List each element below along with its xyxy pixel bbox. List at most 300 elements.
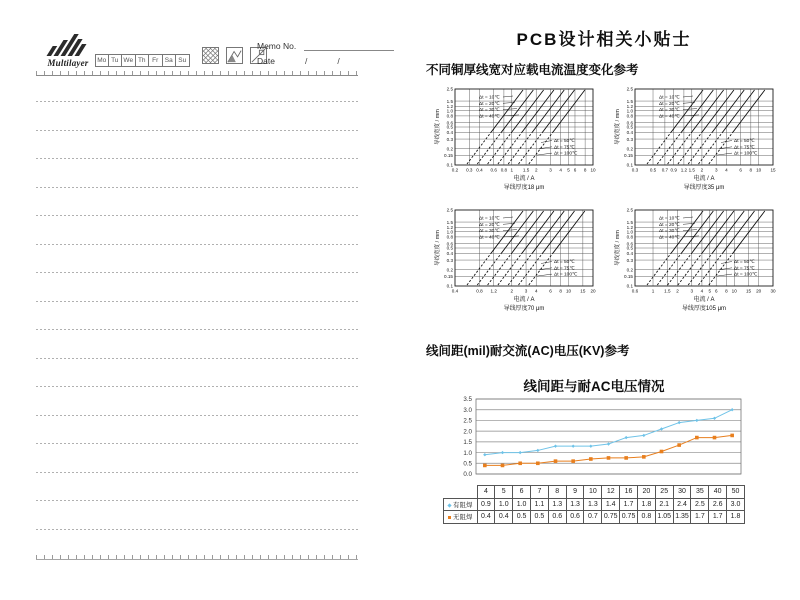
legend-leader bbox=[503, 217, 513, 218]
marker-diamond bbox=[554, 444, 557, 447]
value-cell: 0.6 bbox=[566, 511, 584, 524]
x-tick-label: 4 bbox=[534, 288, 538, 294]
col-header-cell: 8 bbox=[548, 486, 566, 499]
date-label: Date bbox=[257, 56, 275, 66]
col-header-cell: 4 bbox=[477, 486, 495, 499]
y-tick-label: 0.2 bbox=[446, 146, 453, 152]
marker-diamond bbox=[483, 453, 486, 456]
y-tick-label: 1.5 bbox=[626, 98, 633, 104]
day-box-sa: Sa bbox=[163, 54, 177, 67]
y-tick-label: 1.5 bbox=[463, 439, 472, 447]
x-tick-label: 5 bbox=[567, 167, 570, 173]
voltage-chart-title: 线间距与耐AC电压情况 bbox=[523, 379, 665, 394]
y-axis-label: 导线宽度 / mm bbox=[615, 230, 621, 266]
marker-square bbox=[571, 459, 575, 463]
x-tick-label: 1.2 bbox=[490, 288, 497, 294]
y-tick-label: 0.1 bbox=[446, 162, 453, 168]
ruled-line bbox=[36, 301, 358, 302]
y-tick-label: 0.4 bbox=[446, 250, 453, 256]
temp-curve bbox=[542, 211, 574, 254]
y-tick-label: 1.2 bbox=[626, 104, 633, 110]
legend-upper-label: Δt = 40℃ bbox=[659, 114, 680, 120]
header-ruler-line bbox=[36, 71, 358, 76]
y-tick-label: 0.2 bbox=[626, 146, 633, 152]
ruled-line bbox=[36, 443, 358, 444]
temp-curve bbox=[701, 90, 733, 133]
legend-leader bbox=[683, 217, 693, 218]
value-cell: 0.7 bbox=[584, 511, 602, 524]
legend-label: 有阻焊 bbox=[453, 501, 473, 509]
value-cell: 2.5 bbox=[691, 498, 709, 511]
y-tick-label: 0.5 bbox=[446, 245, 453, 251]
value-cell: 2.6 bbox=[709, 498, 727, 511]
value-cell: 1.7 bbox=[620, 498, 638, 511]
y-tick-label: 1.2 bbox=[446, 225, 453, 231]
y-tick-label: 2.5 bbox=[626, 207, 633, 213]
x-tick-label: 10 bbox=[756, 167, 762, 173]
y-tick-label: 1.0 bbox=[446, 108, 453, 114]
marker-diamond bbox=[571, 444, 574, 447]
x-tick-label: 4 bbox=[559, 167, 562, 173]
y-tick-label: 0.3 bbox=[626, 257, 633, 263]
legend-upper-label: Δt = 10℃ bbox=[659, 95, 680, 101]
y-tick-label: 0.15 bbox=[624, 153, 633, 159]
y-tick-label: 2.5 bbox=[463, 417, 472, 425]
temp-curve bbox=[722, 211, 754, 254]
legend-leader bbox=[717, 274, 732, 276]
x-tick-label: 0.6 bbox=[490, 167, 497, 173]
temp-curve bbox=[511, 90, 543, 133]
y-tick-label: 1.2 bbox=[626, 225, 633, 231]
brand-logo bbox=[38, 28, 98, 72]
legend-leader bbox=[683, 109, 697, 110]
day-box-th: Th bbox=[136, 54, 150, 67]
ac-voltage-section-title: 线间距(mil)耐交流(AC)电压(KV)参考 bbox=[426, 344, 630, 358]
legend-cell bbox=[444, 511, 478, 524]
voltage-data-table bbox=[443, 485, 745, 524]
legend-leader bbox=[537, 274, 552, 276]
value-cell: 0.5 bbox=[513, 511, 531, 524]
y-tick-label: 2.5 bbox=[446, 207, 453, 213]
y-tick-label: 1.5 bbox=[626, 219, 633, 225]
checker-grid-icon bbox=[202, 47, 219, 64]
plot-border bbox=[476, 399, 741, 474]
brand-name: Multilayer bbox=[47, 58, 89, 68]
memo-fields bbox=[257, 36, 394, 66]
col-header-cell: 9 bbox=[566, 486, 584, 499]
x-tick-label: 1 bbox=[510, 167, 514, 173]
col-header-cell: 25 bbox=[655, 486, 673, 499]
value-cell: 1.8 bbox=[727, 511, 745, 524]
x-tick-label: 15 bbox=[770, 167, 776, 173]
series-line-有阻焊 bbox=[485, 410, 732, 455]
y-tick-label: 0.6 bbox=[626, 120, 633, 126]
memo-no-label: Memo No. bbox=[257, 41, 297, 51]
x-tick-label: 1 bbox=[651, 288, 655, 294]
temp-curve bbox=[691, 211, 723, 254]
ruled-line bbox=[36, 187, 358, 188]
x-tick-label: 0.3 bbox=[631, 167, 639, 173]
legend-upper-label: Δt = 30℃ bbox=[479, 108, 500, 114]
y-tick-label: 2.5 bbox=[626, 86, 633, 92]
temp-curve bbox=[691, 90, 723, 133]
marker-square bbox=[713, 436, 717, 440]
x-axis-label: 电流 / A bbox=[693, 176, 715, 182]
marker-diamond bbox=[536, 449, 539, 452]
marker-diamond bbox=[642, 434, 645, 437]
y-axis-label: 导线宽度 / mm bbox=[615, 109, 621, 145]
marker-diamond bbox=[677, 421, 680, 424]
legend-upper-label: Δt = 20℃ bbox=[659, 222, 680, 228]
value-cell: 3.0 bbox=[727, 498, 745, 511]
temp-curve bbox=[712, 211, 744, 254]
x-tick-label: 6 bbox=[549, 288, 552, 294]
chart-spacing-voltage bbox=[440, 393, 748, 483]
x-tick-label: 5 bbox=[708, 288, 712, 294]
marker-square bbox=[554, 459, 558, 463]
y-tick-label: 0.6 bbox=[446, 241, 453, 247]
marker-diamond bbox=[501, 451, 504, 454]
y-tick-label: 0.8 bbox=[446, 113, 453, 119]
ruled-line bbox=[36, 329, 358, 330]
x-tick-label: 0.4 bbox=[451, 288, 459, 294]
value-cell: 0.9 bbox=[477, 498, 495, 511]
ruled-line bbox=[36, 101, 358, 102]
value-cell: 1.8 bbox=[637, 498, 655, 511]
legend-upper-label: Δt = 20℃ bbox=[479, 222, 500, 228]
x-tick-label: 3 bbox=[690, 288, 694, 294]
table-corner-cell bbox=[444, 486, 478, 499]
day-box-mo: Mo bbox=[95, 54, 109, 67]
x-tick-label: 0.8 bbox=[500, 167, 508, 173]
col-header-cell: 50 bbox=[727, 486, 745, 499]
table-header-row bbox=[444, 486, 745, 499]
ruled-line bbox=[36, 472, 358, 473]
y-tick-label: 0.15 bbox=[624, 274, 633, 280]
value-cell: 2.1 bbox=[655, 498, 673, 511]
y-tick-label: 1.5 bbox=[446, 98, 453, 104]
mountain-flag-icon bbox=[226, 47, 243, 64]
value-cell: 0.75 bbox=[620, 511, 638, 524]
x-tick-label: 2 bbox=[700, 167, 704, 173]
col-header-cell: 6 bbox=[513, 486, 531, 499]
value-cell: 1.3 bbox=[584, 498, 602, 511]
ruled-line bbox=[36, 244, 358, 245]
legend-label: 无阻焊 bbox=[453, 514, 473, 522]
y-tick-label: 0.6 bbox=[626, 241, 633, 247]
temp-curve bbox=[532, 211, 564, 254]
ruled-line bbox=[36, 386, 358, 387]
marker-square bbox=[607, 456, 611, 460]
day-box-su: Su bbox=[176, 54, 190, 67]
memo-header bbox=[36, 28, 358, 74]
value-cell: 0.6 bbox=[548, 511, 566, 524]
x-tick-label: 0.4 bbox=[476, 167, 483, 173]
legend-lower-label: Δt = 75℃ bbox=[734, 145, 755, 151]
marker-square bbox=[536, 461, 540, 465]
marker-square bbox=[624, 456, 628, 460]
marker-square bbox=[695, 436, 699, 440]
value-cell: 1.3 bbox=[548, 498, 566, 511]
marker-square bbox=[589, 457, 593, 461]
y-tick-label: 0.8 bbox=[626, 234, 633, 240]
x-tick-label: 2 bbox=[676, 288, 679, 294]
value-cell: 1.1 bbox=[530, 498, 548, 511]
value-cell: 1.7 bbox=[691, 511, 709, 524]
x-tick-label: 10 bbox=[731, 288, 737, 294]
value-cell: 0.75 bbox=[602, 511, 620, 524]
legend-upper-label: Δt = 40℃ bbox=[479, 114, 500, 120]
y-tick-label: 0.3 bbox=[446, 257, 453, 263]
legend-marker-icon bbox=[448, 516, 451, 519]
legend-upper-label: Δt = 10℃ bbox=[479, 216, 500, 222]
temp-curve bbox=[511, 211, 543, 254]
x-tick-label: 0.2 bbox=[451, 167, 459, 173]
value-cell: 1.05 bbox=[655, 511, 673, 524]
y-tick-label: 0.0 bbox=[463, 471, 472, 479]
marker-diamond bbox=[589, 444, 592, 447]
ruled-line bbox=[36, 500, 358, 501]
temp-curve bbox=[681, 90, 713, 133]
col-header-cell: 10 bbox=[584, 486, 602, 499]
y-tick-label: 2.0 bbox=[463, 428, 472, 436]
memo-no-row bbox=[257, 36, 394, 51]
marker-diamond bbox=[713, 417, 716, 420]
x-tick-label: 6 bbox=[739, 167, 742, 173]
x-tick-label: 4 bbox=[725, 167, 728, 173]
x-tick-label: 8 bbox=[749, 167, 753, 173]
temp-curve bbox=[681, 211, 713, 254]
x-tick-label: 2 bbox=[510, 288, 514, 294]
legend-lower-label: Δt = 50℃ bbox=[734, 260, 755, 265]
y-tick-label: 0.8 bbox=[446, 234, 453, 240]
chart-caption: 导线厚度105 μm bbox=[681, 306, 727, 312]
value-cell: 1.0 bbox=[495, 498, 513, 511]
date-slash-2: / bbox=[337, 56, 340, 66]
y-tick-label: 0.5 bbox=[463, 460, 472, 468]
y-axis-label: 导线宽度 / mm bbox=[435, 109, 441, 145]
chart-caption: 导线厚度18 μm bbox=[503, 185, 545, 191]
y-tick-label: 0.5 bbox=[446, 124, 453, 130]
y-tick-label: 0.4 bbox=[446, 129, 453, 135]
y-tick-label: 0.3 bbox=[446, 136, 453, 142]
legend-leader bbox=[503, 109, 517, 110]
legend-cell bbox=[444, 498, 478, 511]
x-tick-label: 0.6 bbox=[631, 288, 639, 294]
value-cell: 0.4 bbox=[495, 511, 513, 524]
col-header-cell: 30 bbox=[673, 486, 691, 499]
col-header-cell: 20 bbox=[637, 486, 655, 499]
x-tick-label: 15 bbox=[745, 288, 752, 294]
value-cell: 1.7 bbox=[709, 511, 727, 524]
marker-square bbox=[501, 464, 505, 468]
marker-diamond bbox=[518, 451, 521, 454]
temp-curve bbox=[732, 90, 764, 133]
y-tick-label: 3.0 bbox=[463, 406, 472, 414]
y-tick-label: 1.0 bbox=[626, 108, 633, 114]
legend-leader bbox=[503, 230, 517, 231]
ruled-line bbox=[36, 272, 358, 273]
ruled-line bbox=[36, 215, 358, 216]
x-tick-label: 20 bbox=[590, 288, 596, 294]
legend-upper-label: Δt = 20℃ bbox=[479, 101, 500, 107]
x-tick-label: 6 bbox=[573, 167, 577, 173]
y-tick-label: 0.5 bbox=[626, 245, 633, 251]
marker-square bbox=[677, 443, 681, 447]
legend-upper-label: Δt = 40℃ bbox=[659, 235, 680, 241]
x-tick-label: 8 bbox=[559, 288, 562, 294]
series-line-无阻焊 bbox=[485, 435, 732, 465]
x-tick-label: 1.2 bbox=[680, 167, 688, 173]
temp-curve bbox=[712, 90, 744, 133]
y-tick-label: 1.5 bbox=[446, 219, 453, 225]
y-tick-label: 0.15 bbox=[444, 274, 453, 280]
temp-curve bbox=[501, 90, 533, 133]
x-axis-label: 电流 / A bbox=[513, 297, 535, 303]
x-tick-label: 1.5 bbox=[688, 167, 695, 173]
y-tick-label: 0.8 bbox=[626, 113, 633, 119]
page-title: PCB设计相关小贴士 bbox=[516, 30, 692, 49]
ruled-line-ticked bbox=[36, 555, 358, 560]
x-tick-label: 10 bbox=[590, 167, 596, 173]
legend-lower-label: Δt = 100℃ bbox=[734, 272, 758, 278]
chart-copper-70um bbox=[433, 206, 609, 324]
day-box-fr: Fr bbox=[149, 54, 163, 67]
value-cell: 1.35 bbox=[673, 511, 691, 524]
legend-upper-label: Δt = 40℃ bbox=[479, 235, 500, 241]
legend-marker-icon bbox=[447, 503, 451, 507]
y-tick-label: 0.1 bbox=[446, 283, 453, 289]
legend-lower-label: Δt = 50℃ bbox=[734, 139, 755, 144]
legend-leader bbox=[537, 153, 552, 155]
chart-copper-35um bbox=[613, 85, 789, 203]
x-tick-label: 0.5 bbox=[649, 167, 657, 173]
y-axis-label: 导线宽度 / mm bbox=[435, 230, 441, 266]
y-tick-label: 0.6 bbox=[446, 120, 453, 126]
legend-lower-label: Δt = 50℃ bbox=[554, 260, 575, 265]
x-tick-label: 0.9 bbox=[670, 167, 677, 173]
x-tick-label: 1.5 bbox=[664, 288, 671, 294]
x-tick-label: 6 bbox=[714, 288, 718, 294]
marker-diamond bbox=[695, 419, 698, 422]
temp-curve bbox=[701, 211, 733, 254]
value-cell: 0.4 bbox=[477, 511, 495, 524]
legend-lower-label: Δt = 100℃ bbox=[554, 272, 578, 278]
date-slash-1: / bbox=[304, 56, 308, 66]
col-header-cell: 7 bbox=[530, 486, 548, 499]
legend-leader bbox=[683, 96, 693, 97]
temp-curve bbox=[722, 90, 754, 133]
chart-copper-18um bbox=[433, 85, 609, 203]
value-cell: 1.4 bbox=[602, 498, 620, 511]
x-tick-label: 8 bbox=[583, 167, 587, 173]
y-tick-label: 1.0 bbox=[626, 229, 633, 235]
legend-lower-label: Δt = 50℃ bbox=[554, 139, 575, 144]
x-tick-label: 0.7 bbox=[661, 167, 669, 173]
x-tick-label: 15 bbox=[580, 288, 586, 294]
col-header-cell: 12 bbox=[602, 486, 620, 499]
marker-square bbox=[660, 450, 664, 454]
y-tick-label: 0.1 bbox=[626, 162, 633, 168]
table-row-有阻焊 bbox=[444, 498, 745, 511]
day-box-we: We bbox=[122, 54, 136, 67]
x-tick-label: 10 bbox=[565, 288, 572, 294]
table-row-无阻焊 bbox=[444, 511, 745, 524]
legend-lower-label: Δt = 100℃ bbox=[734, 151, 758, 157]
marker-square bbox=[518, 461, 522, 465]
chart-copper-105um bbox=[613, 206, 789, 324]
value-cell: 1.0 bbox=[513, 498, 531, 511]
col-header-cell: 16 bbox=[620, 486, 638, 499]
x-axis-label: 电流 / A bbox=[693, 297, 715, 303]
date-row bbox=[257, 51, 394, 66]
x-tick-label: 3 bbox=[714, 167, 718, 173]
ruled-line bbox=[36, 130, 358, 131]
x-tick-label: 30 bbox=[770, 288, 776, 294]
x-tick-label: 0.8 bbox=[476, 288, 483, 294]
legend-upper-label: Δt = 30℃ bbox=[479, 229, 500, 235]
y-tick-label: 0.3 bbox=[626, 136, 633, 142]
ruled-line bbox=[36, 358, 358, 359]
temp-curve bbox=[542, 90, 574, 133]
memo-no-blank-line bbox=[304, 39, 394, 51]
marker-square bbox=[483, 464, 487, 468]
y-tick-label: 2.5 bbox=[446, 86, 453, 92]
x-axis-label: 电流 / A bbox=[513, 176, 535, 182]
legend-upper-label: Δt = 30℃ bbox=[659, 108, 680, 114]
legend-leader bbox=[503, 96, 513, 97]
day-box-tu: Tu bbox=[109, 54, 123, 67]
legend-upper-label: Δt = 10℃ bbox=[659, 216, 680, 222]
value-cell: 0.5 bbox=[530, 511, 548, 524]
legend-upper-label: Δt = 10℃ bbox=[479, 95, 500, 101]
y-tick-label: 1.0 bbox=[463, 449, 472, 457]
y-tick-label: 0.1 bbox=[626, 283, 633, 289]
marker-square bbox=[642, 455, 646, 459]
x-tick-label: 2 bbox=[534, 167, 538, 173]
y-tick-label: 0.5 bbox=[626, 124, 633, 130]
col-header-cell: 35 bbox=[691, 486, 709, 499]
chart-caption: 导线厚度35 μm bbox=[683, 185, 725, 191]
x-tick-label: 8 bbox=[725, 288, 728, 294]
value-cell: 0.8 bbox=[637, 511, 655, 524]
marker-diamond bbox=[660, 427, 663, 430]
ruled-line bbox=[36, 158, 358, 159]
x-tick-label: 1.5 bbox=[522, 167, 530, 173]
x-tick-label: 3 bbox=[524, 288, 528, 294]
legend-lower-label: Δt = 100℃ bbox=[554, 151, 578, 157]
legend-lower-label: Δt = 75℃ bbox=[734, 266, 755, 272]
marker-diamond bbox=[730, 408, 733, 411]
weekday-checkboxes bbox=[95, 54, 190, 67]
temp-curve bbox=[501, 211, 533, 254]
legend-upper-label: Δt = 20℃ bbox=[659, 101, 680, 107]
x-tick-label: 0.3 bbox=[466, 167, 473, 173]
legend-lower-label: Δt = 75℃ bbox=[554, 266, 575, 272]
legend-leader bbox=[683, 230, 697, 231]
y-tick-label: 0.2 bbox=[446, 267, 453, 273]
y-tick-label: 0.4 bbox=[626, 129, 633, 135]
y-tick-label: 0.15 bbox=[444, 153, 453, 159]
y-tick-label: 1.2 bbox=[446, 104, 453, 110]
copper-section-title: 不同铜厚线宽对应载电流温度变化参考 bbox=[426, 63, 639, 77]
legend-upper-label: Δt = 30℃ bbox=[659, 229, 680, 235]
y-tick-label: 0.2 bbox=[626, 267, 633, 273]
x-tick-label: 4 bbox=[700, 288, 704, 294]
value-cell: 1.3 bbox=[566, 498, 584, 511]
x-tick-label: 20 bbox=[756, 288, 762, 294]
marker-diamond bbox=[607, 442, 610, 445]
